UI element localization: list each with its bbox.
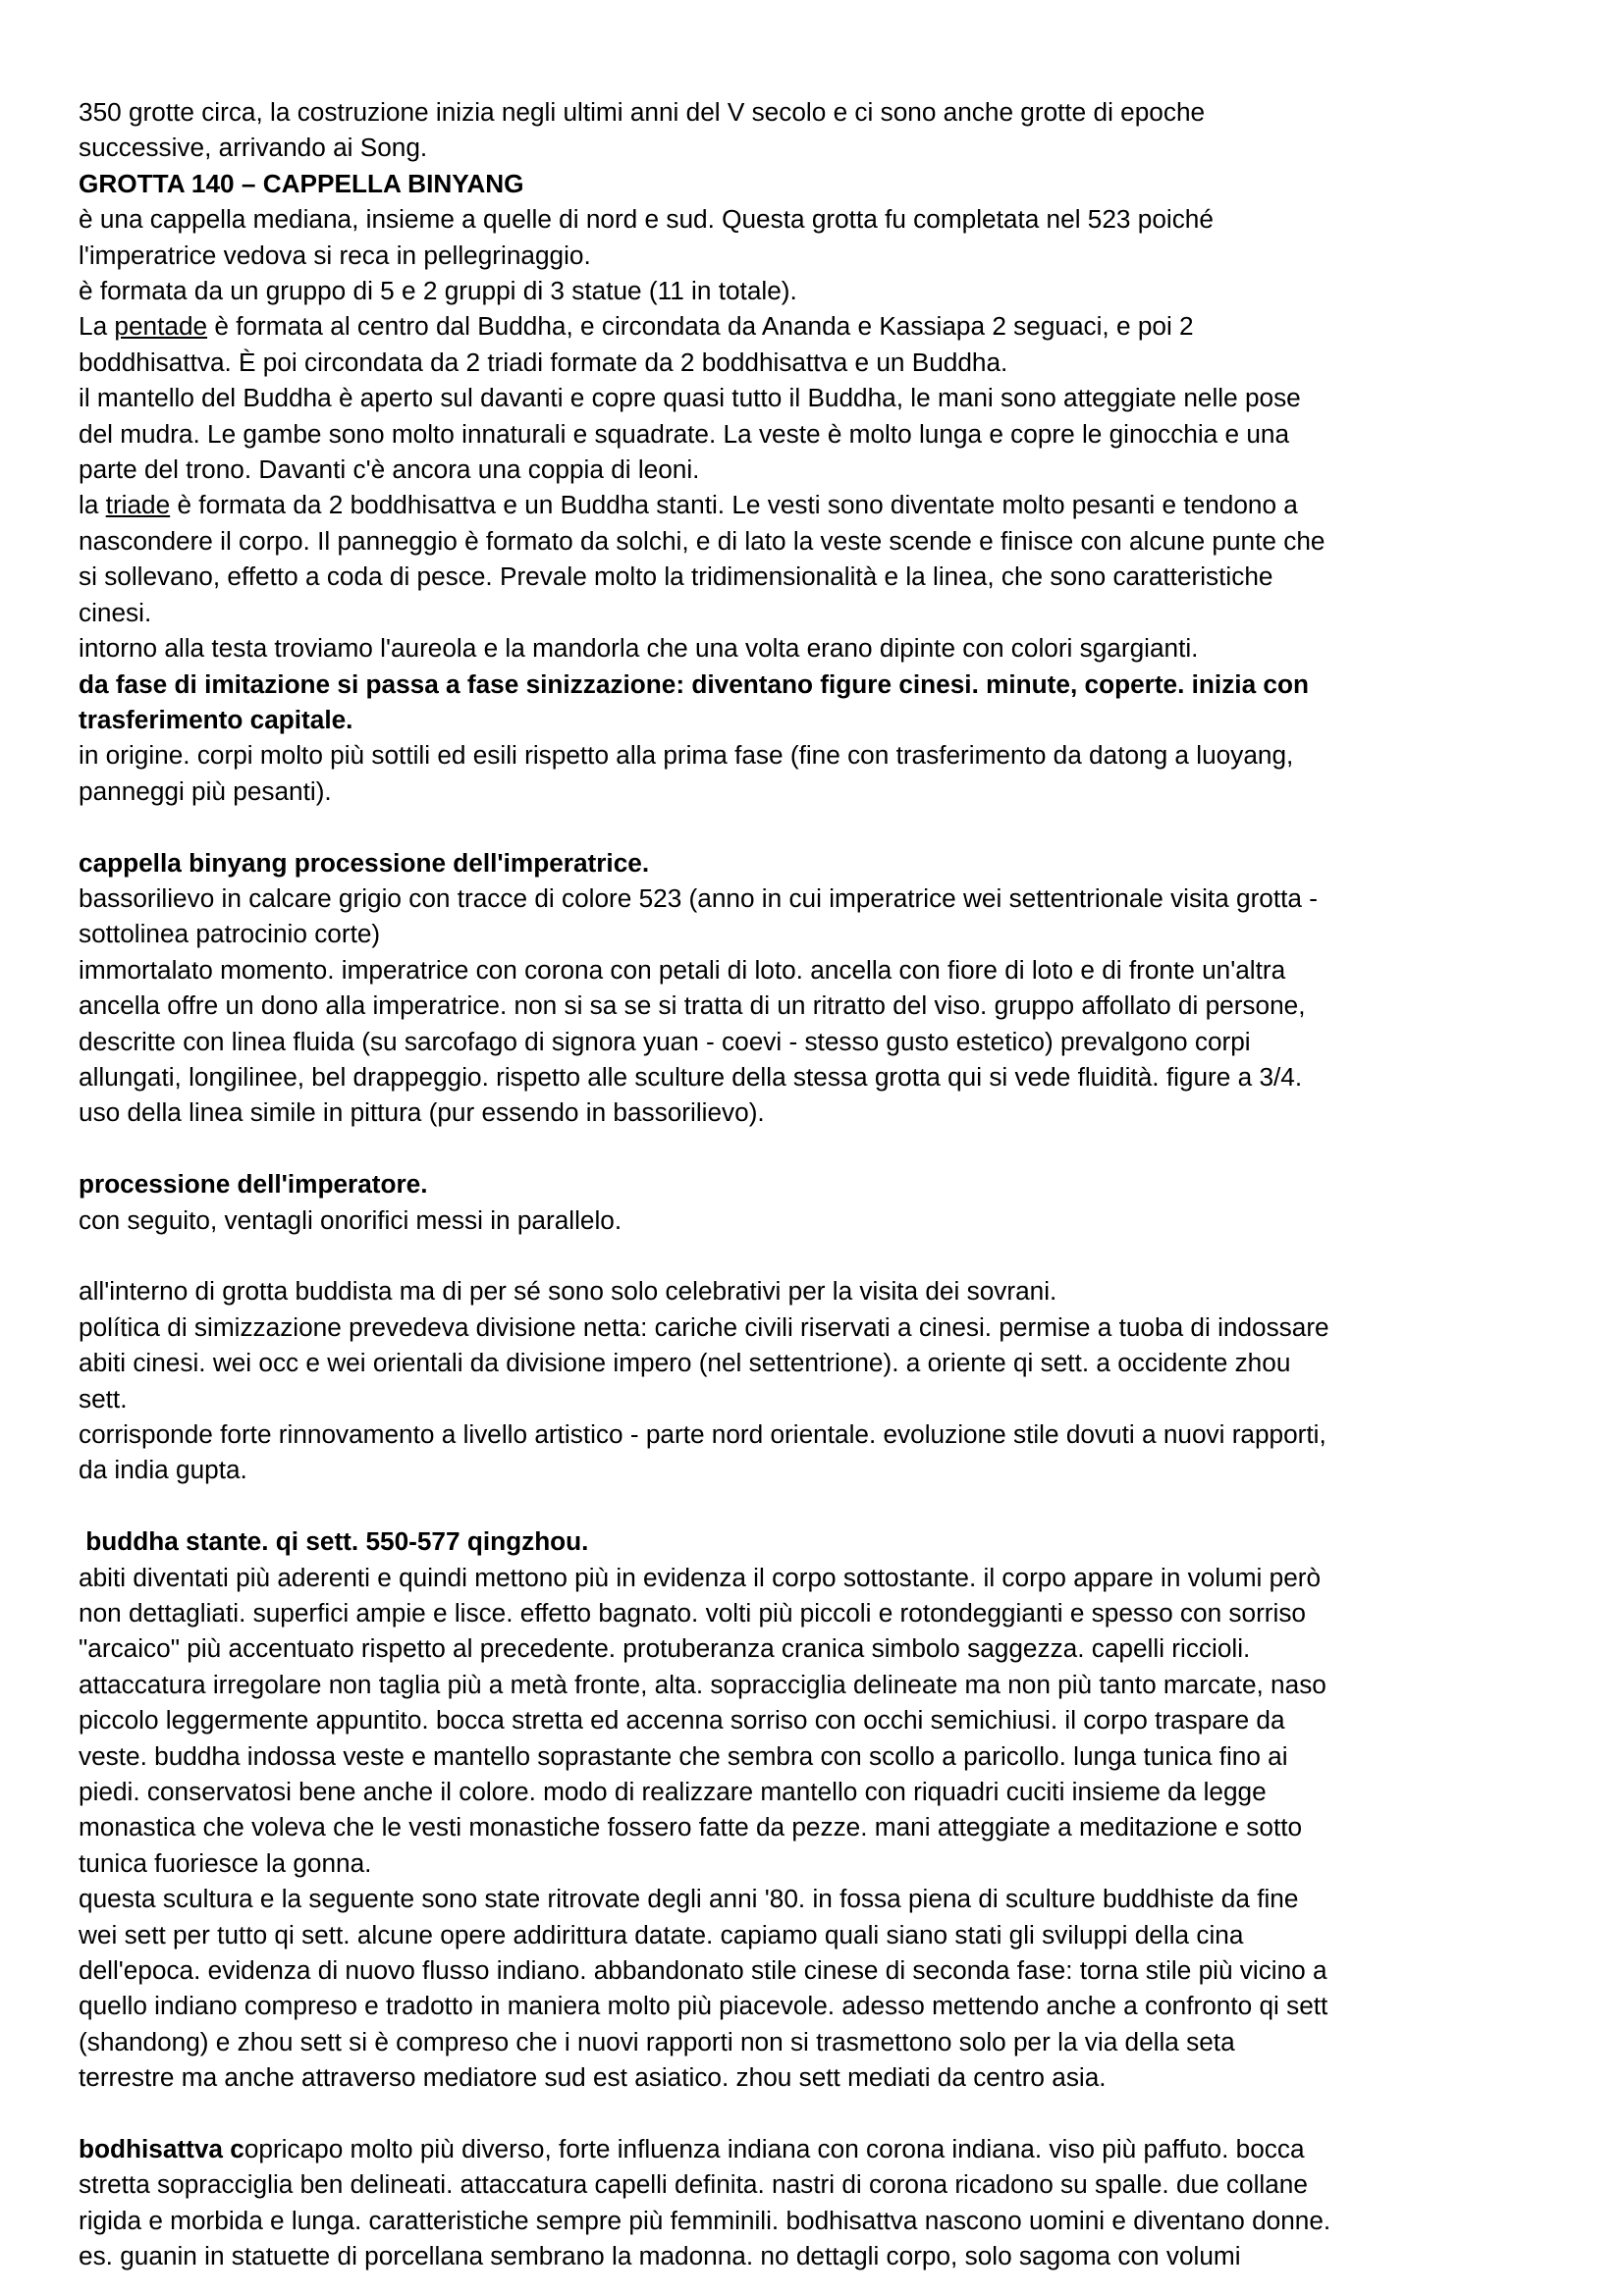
paragraph-bassorilievo <box>79 881 1549 952</box>
text-line: corrisponde forte rinnovamento a livello artistico - parte nord orientale. evoluzione stile dovuti a nuovi rapporti, <box>79 1418 1326 1449</box>
heading-processione-imperatrice: cappella binyang processione dell'imperatrice. <box>79 847 650 878</box>
paragraph-celebrativi: all'interno di grotta buddista ma di per sé sono solo celebrativi per la visita dei sovrani. <box>79 1276 1057 1307</box>
text-line: allungati, longilinee, bel drappeggio. rispetto alle sculture della stessa grotta qui si vede fluidità. figure a 3/4. <box>79 1061 1303 1092</box>
text-fragment: La <box>79 311 115 342</box>
text-line: ancella offre un dono alla imperatrice. non si sa se si tratta di un ritratto del viso. gruppo affollato di persone, <box>79 990 1306 1021</box>
paragraph-triade <box>79 487 1549 630</box>
underlined-term-pentade: pentade <box>114 311 208 342</box>
text-line: da india gupta. <box>79 1455 247 1485</box>
heading-grotta-140: GROTTA 140 – CAPPELLA BINYANG <box>79 168 524 198</box>
text-line: trasferimento capitale. <box>79 704 353 734</box>
blank-line <box>79 1131 1549 1166</box>
text-line: terrestre ma anche attraverso mediatore sud est asiatico. zhou sett mediati da centro asia. <box>79 2062 1107 2093</box>
text-line: cinesi. <box>79 597 152 627</box>
paragraph-immortalato <box>79 952 1549 1131</box>
text-line: veste. buddha indossa veste e mantello soprastante che sembra con scollo a paricollo. lunga tunica fino ai <box>79 1740 1288 1771</box>
text-fragment: la <box>79 490 106 520</box>
text-line: in origine. corpi molto più sottili ed esili rispetto alla prima fase (fine con trasferimento da datong a luoyang, <box>79 740 1294 771</box>
text-line: quello indiano compreso e tradotto in maniera molto più piacevole. adesso mettendo anche a confronto qi sett <box>79 1991 1328 2021</box>
text-line: successive, arrivando ai Song. <box>79 133 428 163</box>
text-line: attaccatura irregolare non taglia più a metà fronte, alta. sopracciglia delineate ma non più tanto marcate, naso <box>79 1669 1326 1699</box>
blank-line <box>79 2096 1549 2131</box>
paragraph-aureola: intorno alla testa troviamo l'aureola e la mandorla che una volta erano dipinte con colori sgargianti. <box>79 633 1199 664</box>
paragraph-ritrovamento <box>79 1881 1549 2095</box>
text-line: dell'epoca. evidenza di nuovo flusso indiano. abbandonato stile cinese di seconda fase: torna stile più vicino a <box>79 1955 1327 1986</box>
text-line: abiti diventati più aderenti e quindi mettono più in evidenza il corpo sottostante. il corpo appare in volumi però <box>79 1562 1322 1592</box>
text-line: tunica fuoriesce la gonna. <box>79 1847 372 1878</box>
heading-buddha-stante: buddha stante. qi sett. 550-577 qingzhou. <box>79 1526 589 1557</box>
text-line: monastica che voleva che le vesti monastiche fossero fatte da pezze. mani atteggiate a meditazione e sotto <box>79 1812 1303 1842</box>
text-line: piccolo leggermente appuntito. bocca stretta ed accenna sorriso con occhi semichiusi. il corpo traspare da <box>79 1705 1285 1735</box>
paragraph-pentade <box>79 308 1549 380</box>
heading-processione-imperatore: processione dell'imperatore. <box>79 1169 428 1200</box>
text-line: 350 grotte circa, la costruzione inizia negli ultimi anni del V secolo e ci sono anche grotte di epoche <box>79 97 1206 127</box>
text-line: política di simizzazione prevedeva divisione netta: cariche civili riservati a cinesi. permise a tuoba di indossare <box>79 1311 1329 1342</box>
text-line: il mantello del Buddha è aperto sul davanti e copre quasi tutto il Buddha, le mani sono atteggiate nelle pose <box>79 383 1301 413</box>
text-fragment: è formata da 2 boddhisattva e un Buddha stanti. Le vesti sono diventate molto pesanti e tendono a <box>170 490 1298 520</box>
text-line: rigida e morbida e lunga. caratteristiche sempre più femminili. bodhisattva nascono uomini e diventano donne. <box>79 2205 1331 2235</box>
blank-line <box>79 1488 1549 1523</box>
blank-line <box>79 809 1549 844</box>
text-line: si sollevano, effetto a coda di pesce. Prevale molto la tridimensionalità e la linea, che sono caratteristiche <box>79 561 1273 592</box>
text-line: descritte con linea fluida (su sarcofago di signora yuan - coevi - stesso gusto estetico) prevalgono corpi <box>79 1026 1251 1056</box>
text-line: è una cappella mediana, insieme a quelle di nord e sud. Questa grotta fu completata nel 523 poiché <box>79 204 1214 235</box>
text-line: questa scultura e la seguente sono state ritrovate degli anni '80. in fossa piena di sculture buddhiste da fine <box>79 1884 1299 1914</box>
underlined-term-triade: triade <box>105 490 171 520</box>
text-line: boddhisattva. È poi circondata da 2 triadi formate da 2 boddhisattva e un Buddha. <box>79 347 1008 377</box>
text-line: l'imperatrice vedova si reca in pellegrinaggio. <box>79 240 591 270</box>
blank-line <box>79 1238 1549 1273</box>
bold-term-bodhisattva: bodhisattva c <box>79 2134 244 2164</box>
paragraph-seguito: con seguito, ventagli onorifici messi in parallelo. <box>79 1204 622 1235</box>
text-line: immortalato momento. imperatrice con corona con petali di loto. ancella con fiore di loto e di fronte un'altra <box>79 954 1286 985</box>
text-line: nascondere il corpo. Il panneggio è formato da solchi, e di lato la veste scende e finisce con alcune punte che <box>79 525 1325 556</box>
text-line: panneggi più pesanti). <box>79 775 332 806</box>
paragraph-intro <box>79 94 1549 166</box>
text-fragment: opricapo molto più diverso, forte influenza indiana con corona indiana. viso più paffuto. bocca <box>243 2134 1305 2164</box>
text-line: wei sett per tutto qi sett. alcune opere addirittura datate. capiamo quali siano stati gli sviluppi della cina <box>79 1919 1244 1949</box>
text-line: piedi. conservatosi bene anche il colore. modo di realizzare mantello con riquadri cuciti insieme da legge <box>79 1777 1267 1807</box>
text-line: sottolinea patrocinio corte) <box>79 919 381 949</box>
text-line: bassorilievo in calcare grigio con tracce di colore 523 (anno in cui imperatrice wei settentrionale visita grotta - <box>79 882 1318 913</box>
text-fragment: è formata al centro dal Buddha, e circondata da Ananda e Kassiapa 2 seguaci, e poi 2 <box>207 311 1194 342</box>
text-line: (shandong) e zhou sett si è compreso che i nuovi rapporti non si trasmettono solo per la via della seta <box>79 2026 1235 2056</box>
text-line: da fase di imitazione si passa a fase sinizzazione: diventano figure cinesi. minute, coperte. inizia con <box>79 668 1309 699</box>
paragraph-politica <box>79 1309 1549 1416</box>
paragraph-origine <box>79 737 1549 809</box>
text-line: stretta sopracciglia ben delineati. attaccatura capelli definita. nastri di corona ricadono su spalle. due collane <box>79 2169 1308 2200</box>
text-line: parte del trono. Davanti c'è ancora una coppia di leoni. <box>79 454 700 485</box>
text-line: abiti cinesi. wei occ e wei orientali da divisione impero (nel settentrione). a oriente qi sett. a occidente zhou <box>79 1348 1291 1378</box>
text-line: es. guanin in statuette di porcellana sembrano la madonna. no dettagli corpo, solo sagoma con volumi <box>79 2241 1241 2271</box>
text-line: uso della linea simile in pittura (pur essendo in bassorilievo). <box>79 1097 765 1128</box>
paragraph-gruppi: è formata da un gruppo di 5 e 2 gruppi di 3 statue (11 in totale). <box>79 276 797 306</box>
paragraph-cappella <box>79 201 1549 273</box>
text-line: "arcaico" più accentuato rispetto al precedente. protuberanza cranica simbolo saggezza. capelli riccioli. <box>79 1633 1251 1664</box>
paragraph-abiti <box>79 1560 1549 1882</box>
text-line: sett. <box>79 1383 128 1414</box>
paragraph-bodhisattva <box>79 2131 1549 2274</box>
text-line: del mudra. Le gambe sono molto innaturali e squadrate. La veste è molto lunga e copre le ginocchia e una <box>79 418 1290 449</box>
paragraph-mantello <box>79 380 1549 487</box>
text-line: non dettagliati. superfici ampie e lisce. effetto bagnato. volti più piccoli e rotondeggianti e spesso con sorriso <box>79 1598 1306 1628</box>
paragraph-rinnovamento <box>79 1416 1549 1488</box>
paragraph-sinizzazione <box>79 667 1549 738</box>
